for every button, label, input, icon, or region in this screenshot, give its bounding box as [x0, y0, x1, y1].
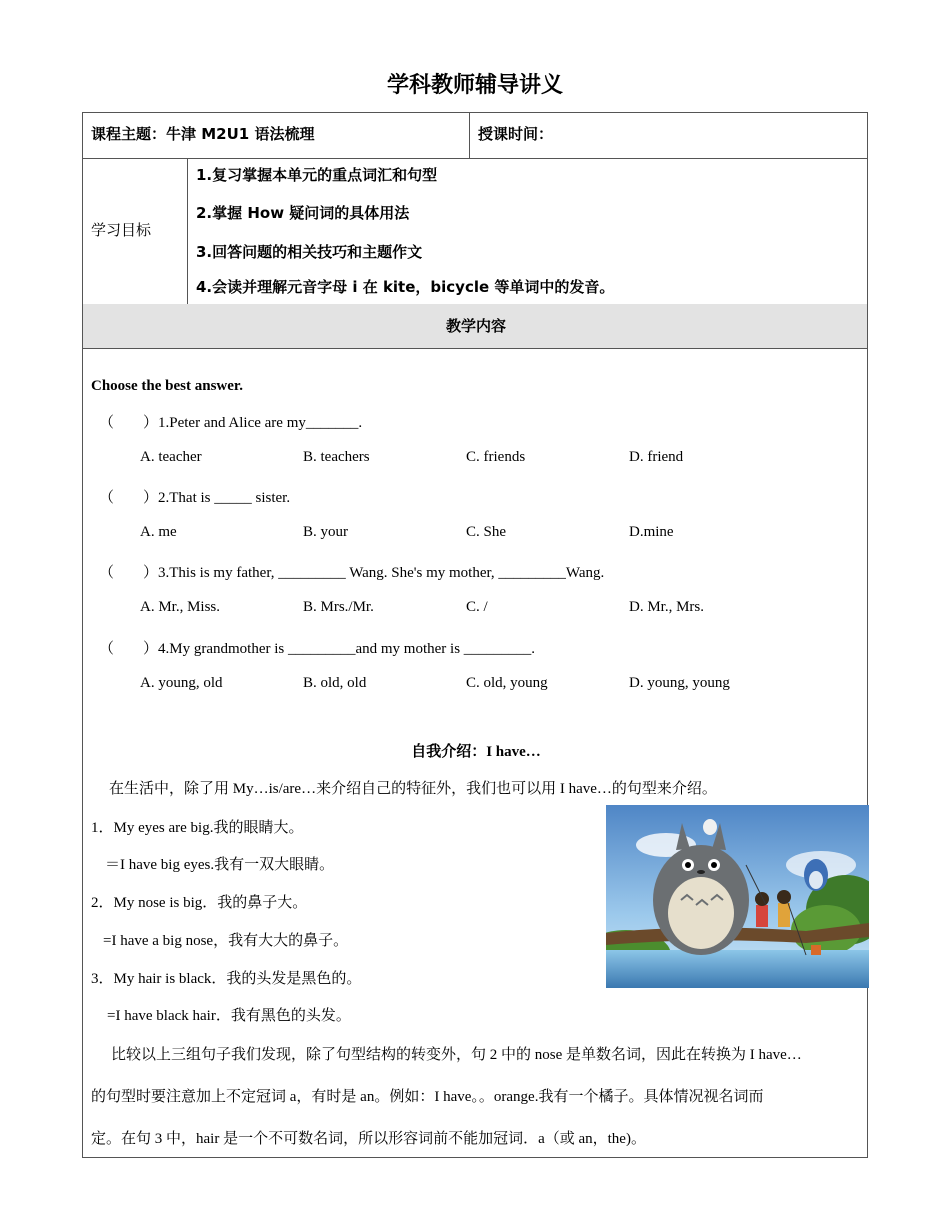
question-stem: ）1.Peter and Alice are my_______. — [143, 415, 363, 431]
option-d: D. Mr., Mrs. — [629, 599, 705, 615]
question-stem: ）2.That is _____ sister. — [143, 490, 291, 506]
question-stem: ）4.My grandmother is _________and my mother is _________. — [143, 641, 536, 657]
option-a: A. me — [140, 524, 177, 540]
header-divider — [469, 113, 470, 158]
topic-label: 课程主题：牛津 M2U1 语法梳理 — [91, 125, 315, 143]
option-c: C. / — [466, 599, 488, 615]
document-title: 学科教师辅导讲义 — [386, 73, 563, 98]
example-line: 1．My eyes are big.我的眼睛大。 — [91, 820, 304, 836]
example-line: 3．My hair is black．我的头发是黑色的。 — [91, 971, 362, 987]
option-c: C. friends — [466, 449, 526, 465]
option-a: A. young, old — [140, 675, 223, 691]
answer-paren: （ — [99, 490, 115, 506]
totoro-illustration — [606, 805, 869, 988]
explanation-line: 比较以上三组句子我们发现，除了句型结构的转变外，句 2 中的 nose 是单数名词，因此在转换为 I have… — [111, 1047, 802, 1063]
answer-paren: （ — [99, 565, 115, 581]
answer-paren: （ — [99, 415, 115, 431]
example-line: 2．My nose is big．我的鼻子大。 — [91, 895, 308, 911]
option-a: A. Mr., Miss. — [140, 599, 221, 615]
example-line: =I have a big nose，我有大大的鼻子。 — [103, 933, 349, 949]
question-stem: ）3.This is my father, _________ Wang. She's my mother, _________Wang. — [143, 565, 605, 581]
exercise-instruction: Choose the best answer. — [91, 378, 243, 394]
option-c: C. old, young — [466, 675, 548, 691]
row-divider — [83, 348, 867, 349]
intro-heading: 自我介绍：I have… — [411, 744, 541, 760]
option-d: D.mine — [629, 524, 674, 540]
time-label: 授课时间： — [478, 125, 554, 143]
option-c: C. She — [466, 524, 507, 540]
explanation-line: 的句型时要注意加上不定冠词 a，有时是 an。例如：I have。。orange.我有一个橘子。具体情况视名词而 — [91, 1089, 764, 1105]
option-d: D. young, young — [629, 675, 730, 691]
content-header: 教学内容 — [445, 317, 506, 335]
goal-item: 3.回答问题的相关技巧和主题作文 — [196, 243, 423, 261]
example-line: ＝I have big eyes.我有一双大眼睛。 — [105, 857, 335, 873]
goal-item: 1.复习掌握本单元的重点词汇和句型 — [196, 166, 438, 184]
goal-item: 2.掌握 How 疑问词的具体用法 — [196, 204, 410, 222]
option-a: A. teacher — [140, 449, 202, 465]
option-d: D. friend — [629, 449, 684, 465]
option-b: B. Mrs./Mr. — [303, 599, 374, 615]
lesson-table — [82, 112, 868, 1158]
explanation-line: 定。在句 3 中，hair 是一个不可数名词，所以形容词前不能加冠词．a（或 an，the)。 — [91, 1131, 646, 1147]
goals-label: 学习目标 — [91, 221, 152, 239]
option-b: B. your — [303, 524, 348, 540]
goals-divider — [187, 158, 188, 304]
option-b: B. teachers — [303, 449, 370, 465]
example-line: =I have black hair．我有黑色的头发。 — [107, 1008, 351, 1024]
answer-paren: （ — [99, 641, 115, 657]
option-b: B. old, old — [303, 675, 367, 691]
row-divider — [83, 158, 867, 159]
goal-item: 4.会读并理解元音字母 i 在 kite，bicycle 等单词中的发音。 — [196, 278, 615, 296]
intro-lead: 在生活中，除了用 My…is/are…来介绍自己的特征外，我们也可以用 I have…的句型来介绍。 — [109, 781, 717, 797]
